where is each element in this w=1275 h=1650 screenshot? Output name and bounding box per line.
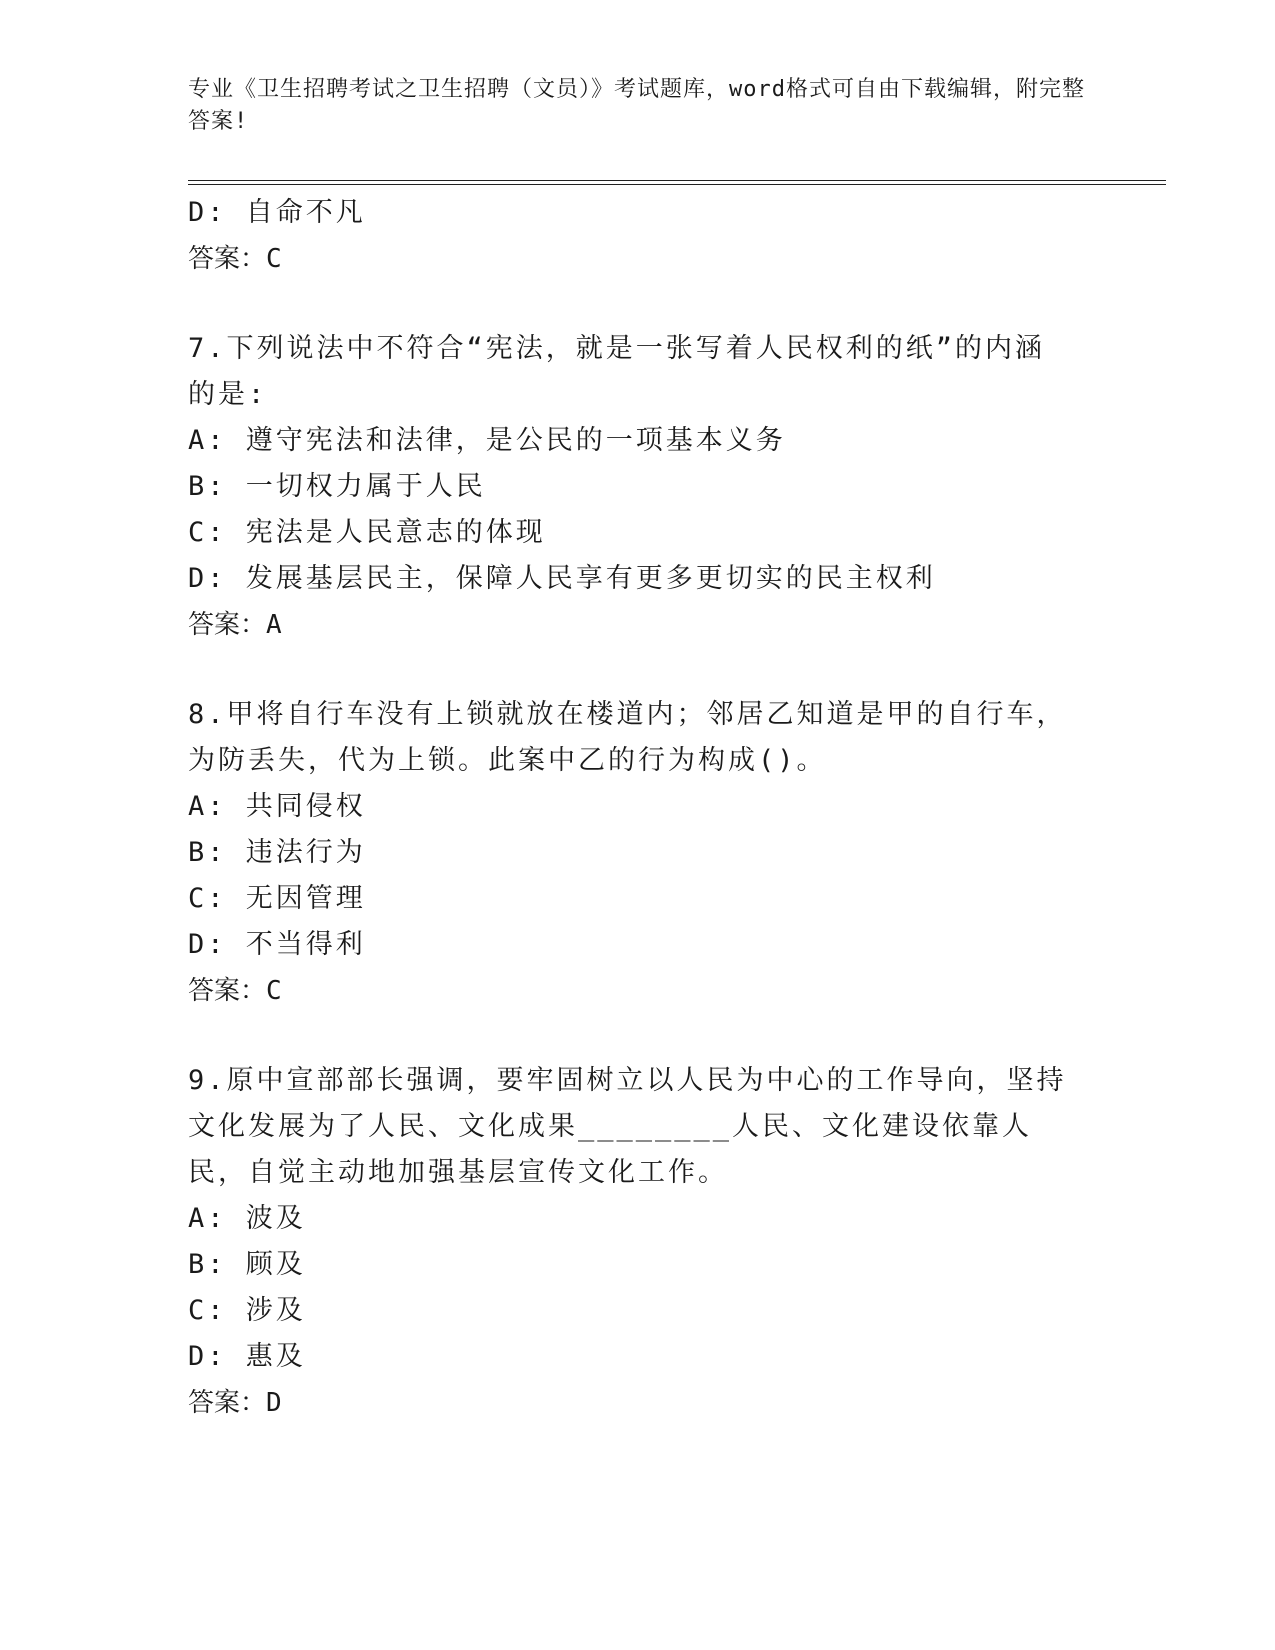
answer-line [188, 1380, 1068, 1426]
answer-value: D [266, 1388, 282, 1418]
option-a: A: 波及 [188, 1203, 306, 1234]
question-stem: 8.甲将自行车没有上锁就放在楼道内；邻居乙知道是甲的自行车，为防丢失，代为上锁。此案中乙的行为构成()。 [188, 699, 1067, 776]
header-rule-top [188, 180, 1166, 181]
option-d: D: 发展基层民主，保障人民享有更多更切实的民主权利 [188, 563, 936, 594]
answer-value: C [266, 244, 282, 274]
question-list [188, 190, 1068, 1426]
answer-label: 答案： [188, 976, 267, 1006]
question-stem: 9.原中宣部部长强调，要牢固树立以人民为中心的工作导向，坚持文化发展为了人民、文化成果________人民、文化建设依靠人民，自觉主动地加强基层宣传文化工作。 [188, 1065, 1067, 1188]
option-d: D: 不当得利 [188, 929, 366, 960]
option-c: C: 涉及 [188, 1295, 306, 1326]
question-spacer [188, 648, 1068, 692]
answer-line [188, 236, 1068, 282]
question-6-tail [188, 190, 1068, 282]
question-spacer [188, 1014, 1068, 1058]
answer-line [188, 968, 1068, 1014]
option-a: A: 共同侵权 [188, 791, 366, 822]
option-b: B: 违法行为 [188, 837, 366, 868]
answer-label: 答案： [188, 610, 267, 640]
question-spacer [188, 282, 1068, 326]
option-c: C: 无因管理 [188, 883, 366, 914]
question-7 [188, 326, 1068, 648]
option-d: D: 自命不凡 [188, 197, 366, 228]
option-b: B: 顾及 [188, 1249, 306, 1280]
question-stem: 7.下列说法中不符合“宪法，就是一张写着人民权利的纸”的内涵的是: [188, 333, 1046, 410]
option-b: B: 一切权力属于人民 [188, 471, 486, 502]
answer-value: C [266, 976, 282, 1006]
answer-value: A [266, 610, 282, 640]
option-a: A: 遵守宪法和法律，是公民的一项基本义务 [188, 425, 786, 456]
header-rule-bottom [188, 184, 1166, 185]
answer-label: 答案： [188, 244, 267, 274]
answer-label: 答案： [188, 1388, 267, 1418]
document-header: 专业《卫生招聘考试之卫生招聘（文员）》考试题库，word格式可自由下载编辑，附完整答案! [188, 77, 1085, 134]
option-c: C: 宪法是人民意志的体现 [188, 517, 546, 548]
option-d: D: 惠及 [188, 1341, 306, 1372]
question-9 [188, 1058, 1068, 1426]
answer-line [188, 602, 1068, 648]
question-8 [188, 692, 1068, 1014]
